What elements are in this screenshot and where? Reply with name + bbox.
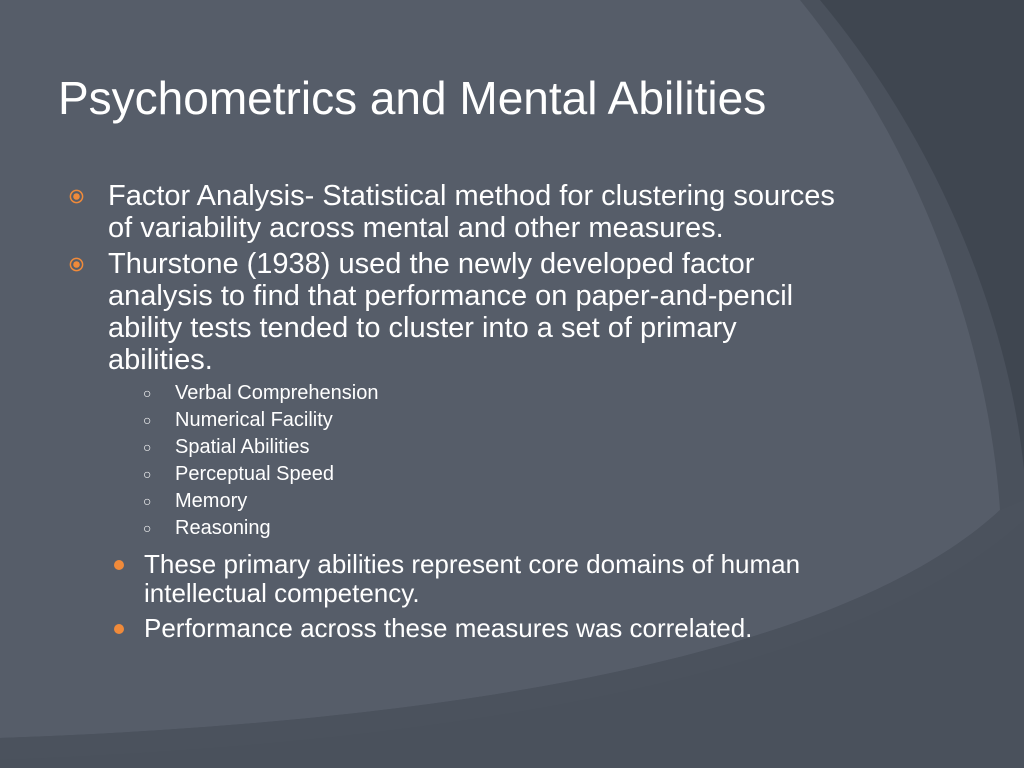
hollow-circle-bullet-icon: ○ [143, 412, 152, 428]
hollow-circle-bullet-icon: ○ [143, 439, 152, 455]
bullet-thurstone [0, 248, 848, 376]
ability-label: Numerical Facility [175, 409, 333, 431]
hollow-circle-bullet-icon: ○ [143, 385, 152, 401]
slide-title: Psychometrics and Mental Abilities [58, 72, 767, 124]
list-item [0, 407, 1024, 434]
note-text: Performance across these measures was correlated. [144, 613, 753, 643]
slide-content [0, 180, 1024, 643]
target-bullet-icon [69, 257, 84, 272]
ability-label: Memory [175, 490, 248, 512]
hollow-circle-bullet-icon: ○ [143, 520, 152, 536]
dot-bullet-icon [114, 624, 124, 634]
note-correlated [0, 614, 884, 643]
primary-abilities-list [0, 380, 1024, 542]
list-item [0, 434, 1024, 461]
list-item [0, 380, 1024, 407]
dot-bullet-icon [114, 560, 124, 570]
hollow-circle-bullet-icon: ○ [143, 493, 152, 509]
bullet-text: Thurstone (1938) used the newly developed factor analysis to find that performance on paper-and-pencil ability tests tended to cluster into a set of primary abilities. [108, 248, 794, 376]
list-item [0, 488, 1024, 515]
bullet-factor-analysis [0, 180, 848, 244]
ability-label: Verbal Comprehension [175, 382, 379, 404]
ability-label: Spatial Abilities [175, 436, 310, 458]
note-text: These primary abilities represent core domains of human intellectual competency. [144, 549, 801, 608]
ability-label: Perceptual Speed [175, 463, 335, 485]
bullet-text: Factor Analysis- Statistical method for clustering sources of variability across mental and other measures. [108, 180, 835, 244]
note-core-domains [0, 550, 884, 608]
list-item [0, 461, 1024, 488]
hollow-circle-bullet-icon: ○ [143, 466, 152, 482]
list-item [0, 515, 1024, 542]
ability-label: Reasoning [175, 517, 271, 539]
target-bullet-icon [69, 189, 84, 204]
